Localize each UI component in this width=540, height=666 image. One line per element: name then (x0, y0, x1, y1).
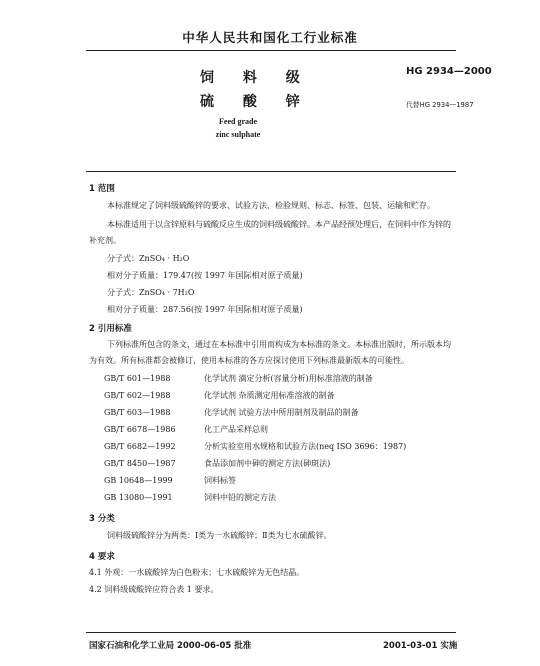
reference-title: 化工产品采样总则 (204, 425, 268, 434)
english-title-line-2: zinc sulphate (215, 130, 261, 139)
title-divider-rule (86, 171, 456, 172)
replaces-standard: 代替HG 2934—1987 (406, 101, 474, 109)
reference-title: 化学试剂 滴定分析(容量分析)用标准溶液的制备 (204, 374, 373, 383)
reference-code: GB/T 603—1988 (104, 408, 171, 417)
approval-date: 国家石油和化学工业局 2000-06-05 批准 (89, 641, 252, 651)
reference-code: GB/T 8450—1987 (104, 459, 176, 468)
reference-title: 食品添加剂中砷的测定方法(砷斑法) (204, 459, 331, 468)
title-line-1: 饲 料 级 (200, 70, 312, 86)
requirement-4-2: 4.2 饲料级硫酸锌应符合表 1 要求。 (89, 585, 219, 594)
section-2-title: 2 引用标准 (89, 324, 132, 334)
reference-code: GB/T 602—1988 (104, 391, 171, 400)
reference-title: 分析实验室用水规格和试验方法(neq ISO 3696：1987) (204, 442, 407, 451)
title-line-2: 硫 酸 锌 (200, 94, 312, 110)
section-4-title: 4 要求 (89, 552, 115, 562)
requirement-4-1: 4.1 外观：一水硫酸锌为白色粉末；七水硫酸锌为无色结晶。 (89, 568, 305, 577)
section-1-para-2: 本标准适用于以含锌原料与硫酸反应生成的饲料级硫酸锌。本产品经预处理后，在饲料中作为锌的补充剂。 (89, 220, 451, 245)
reference-item (104, 373, 373, 384)
section-1-para-1: 本标准规定了饲料级硫酸锌的要求、试验方法、检验规则、标志、标签、包装、运输和贮存。 (107, 201, 435, 210)
formula-1: 分子式：ZnSO₄ · H₂O (107, 254, 190, 263)
issuing-authority-header: 中华人民共和国化工行业标准 (182, 30, 358, 45)
molar-mass-1: 相对分子质量：179.47(按 1997 年国际相对原子质量) (107, 271, 303, 280)
reference-item (104, 390, 335, 401)
section-3-title: 3 分类 (89, 514, 115, 524)
reference-title: 化学试剂 杂质测定用标准溶液的制备 (204, 391, 335, 400)
reference-item (104, 407, 359, 418)
reference-code: GB/T 6682—1992 (104, 442, 176, 451)
reference-title: 饲料中铅的测定方法 (204, 493, 276, 502)
section-1-title: 1 范围 (89, 184, 115, 194)
reference-title: 化学试剂 试验方法中所用制剂及制品的制备 (204, 408, 359, 417)
standard-number: HG 2934—2000 (406, 66, 492, 77)
reference-title: 饲料标签 (204, 476, 236, 485)
molar-mass-2: 相对分子质量：287.56(按 1997 年国际相对原子质量) (107, 305, 303, 314)
reference-item (104, 424, 268, 435)
footer-rule (86, 632, 456, 633)
section-3-para-1: 饲料级硫酸锌分为两类：Ⅰ类为一水硫酸锌；Ⅱ类为七水硫酸锌。 (107, 531, 332, 540)
reference-code: GB 13080—1991 (104, 493, 173, 502)
implementation-date: 2001-03-01 实施 (383, 641, 458, 651)
reference-code: GB/T 601—1988 (104, 374, 171, 383)
reference-item (104, 475, 236, 486)
top-rule (86, 50, 456, 51)
reference-item (104, 441, 406, 452)
formula-2: 分子式：ZnSO₄ · 7H₂O (107, 288, 195, 297)
reference-item (104, 458, 330, 469)
reference-code: GB/T 6678—1986 (104, 425, 176, 434)
section-2-para-1: 下列标准所包含的条文，通过在本标准中引用而构成为本标准的条文。本标准出版时，所示版本均为有效。所有标准都会被修订，使用本标准的各方应探讨使用下列标准最新版本的可能性。 (89, 340, 451, 365)
reference-code: GB 10648—1999 (104, 476, 173, 485)
reference-item (104, 492, 276, 503)
english-title-line-1: Feed grade (219, 117, 257, 126)
